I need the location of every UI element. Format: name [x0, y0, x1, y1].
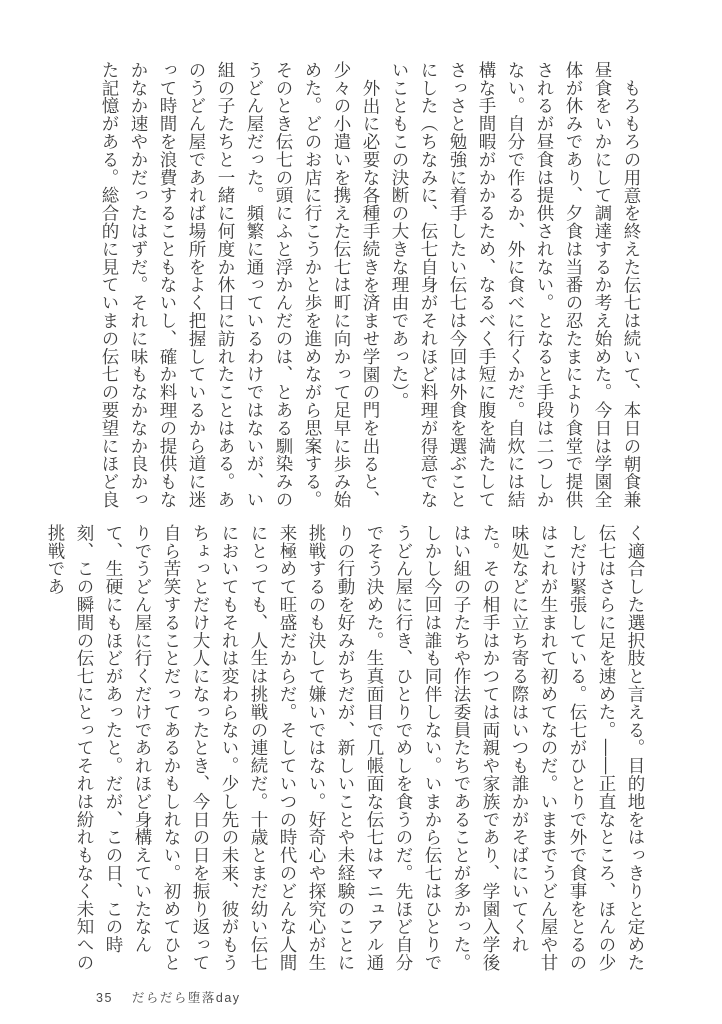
text-block-bottom [46, 524, 650, 974]
paragraph-2: 外出に必要な各種手続きを済ませ学園の門を出ると、少々の小遣いを携えた伝七は町に向かって足早に歩み始めた。どのお店に行こうかと歩を進めながら思案する。そのとき伝七の頭にふと浮かんだのは、とある馴染みのうどん屋だった。頻繁に通っているわけではないが、い組の子たちと一緒に何度か休日に訪れたことはある。あのうどん屋であれば場所をよく把握しているから道に迷って時間を浪費することもないし、確か料理の提供もなかなか速やかだったはずだ。それに味もなかなか良かった記憶がある。総合的に見ていまの伝七の要望にほど良 [100, 61, 381, 509]
page-number: 35 [96, 991, 113, 1005]
paragraph-1: もろもろの用意を終えた伝七は続いて、本日の朝食兼昼食をいかにして調達するか考え始めた。今日は学園全体が休みであり、夕食は当番の忍たまにより食堂で提供されるが昼食は提供されない。となると手段は二つしかない。自分で作るか、外に食べに行くかだ。自炊には結構な手間暇がかかるため、なるべく手短に腹を満たしてさっさと勉強に着手したい伝七は今回は外食を選ぶことにした（ちなみに、伝七自身がそれほど料理が得意でないこともこの決断の大きな理由であった）。 [390, 61, 642, 509]
running-title: だらだら堕落day [131, 991, 241, 1005]
text-block-top [74, 61, 646, 511]
paragraph-2-continuation: く適合した選択肢と言える。目的地をはっきりと定めた伝七はさらに足を速めた。――正直なところ、ほんの少しだけ緊張している。伝七がひとりで外で食事をとるのはこれが生まれて初めてなのだ。いままでうどん屋や甘味処などに立ち寄る際はいつも誰かがそばにいてくれた。その相手はかつては両親や家族であり、学園入学後はい組の子たちや作法委員たちであることが多かった。しかし今回は誰も同伴しない。いまから伝七はひとりでうどん屋に行き、ひとりでめしを食うのだ。先ほど自分でそう決めた。生真面目で几帳面な伝七はマニュアル通りの行動を好みがちだが、新しいことや未経験のことに挑戦するのも決して嫌いではない。好奇心や探究心が生来極めて旺盛だからだ。そしていつの時代のどんな人間にとっても、人生は挑戦の連続だ。十歳とまだ幼い伝七においてもそれは変わらない。少し先の未来、彼がもうちょっとだけ大人になったとき、今日の日を振り返って自ら苦笑することだってあるかもしれない。初めてひとりでうどん屋に行くだけであれほど身構えていたなんて、生硬にもほどがあったと。だが、この日、この時刻、この瞬間の伝七にとってそれは紛れもなく未知への挑戦であ [46, 524, 646, 972]
page-footer [96, 988, 241, 1006]
